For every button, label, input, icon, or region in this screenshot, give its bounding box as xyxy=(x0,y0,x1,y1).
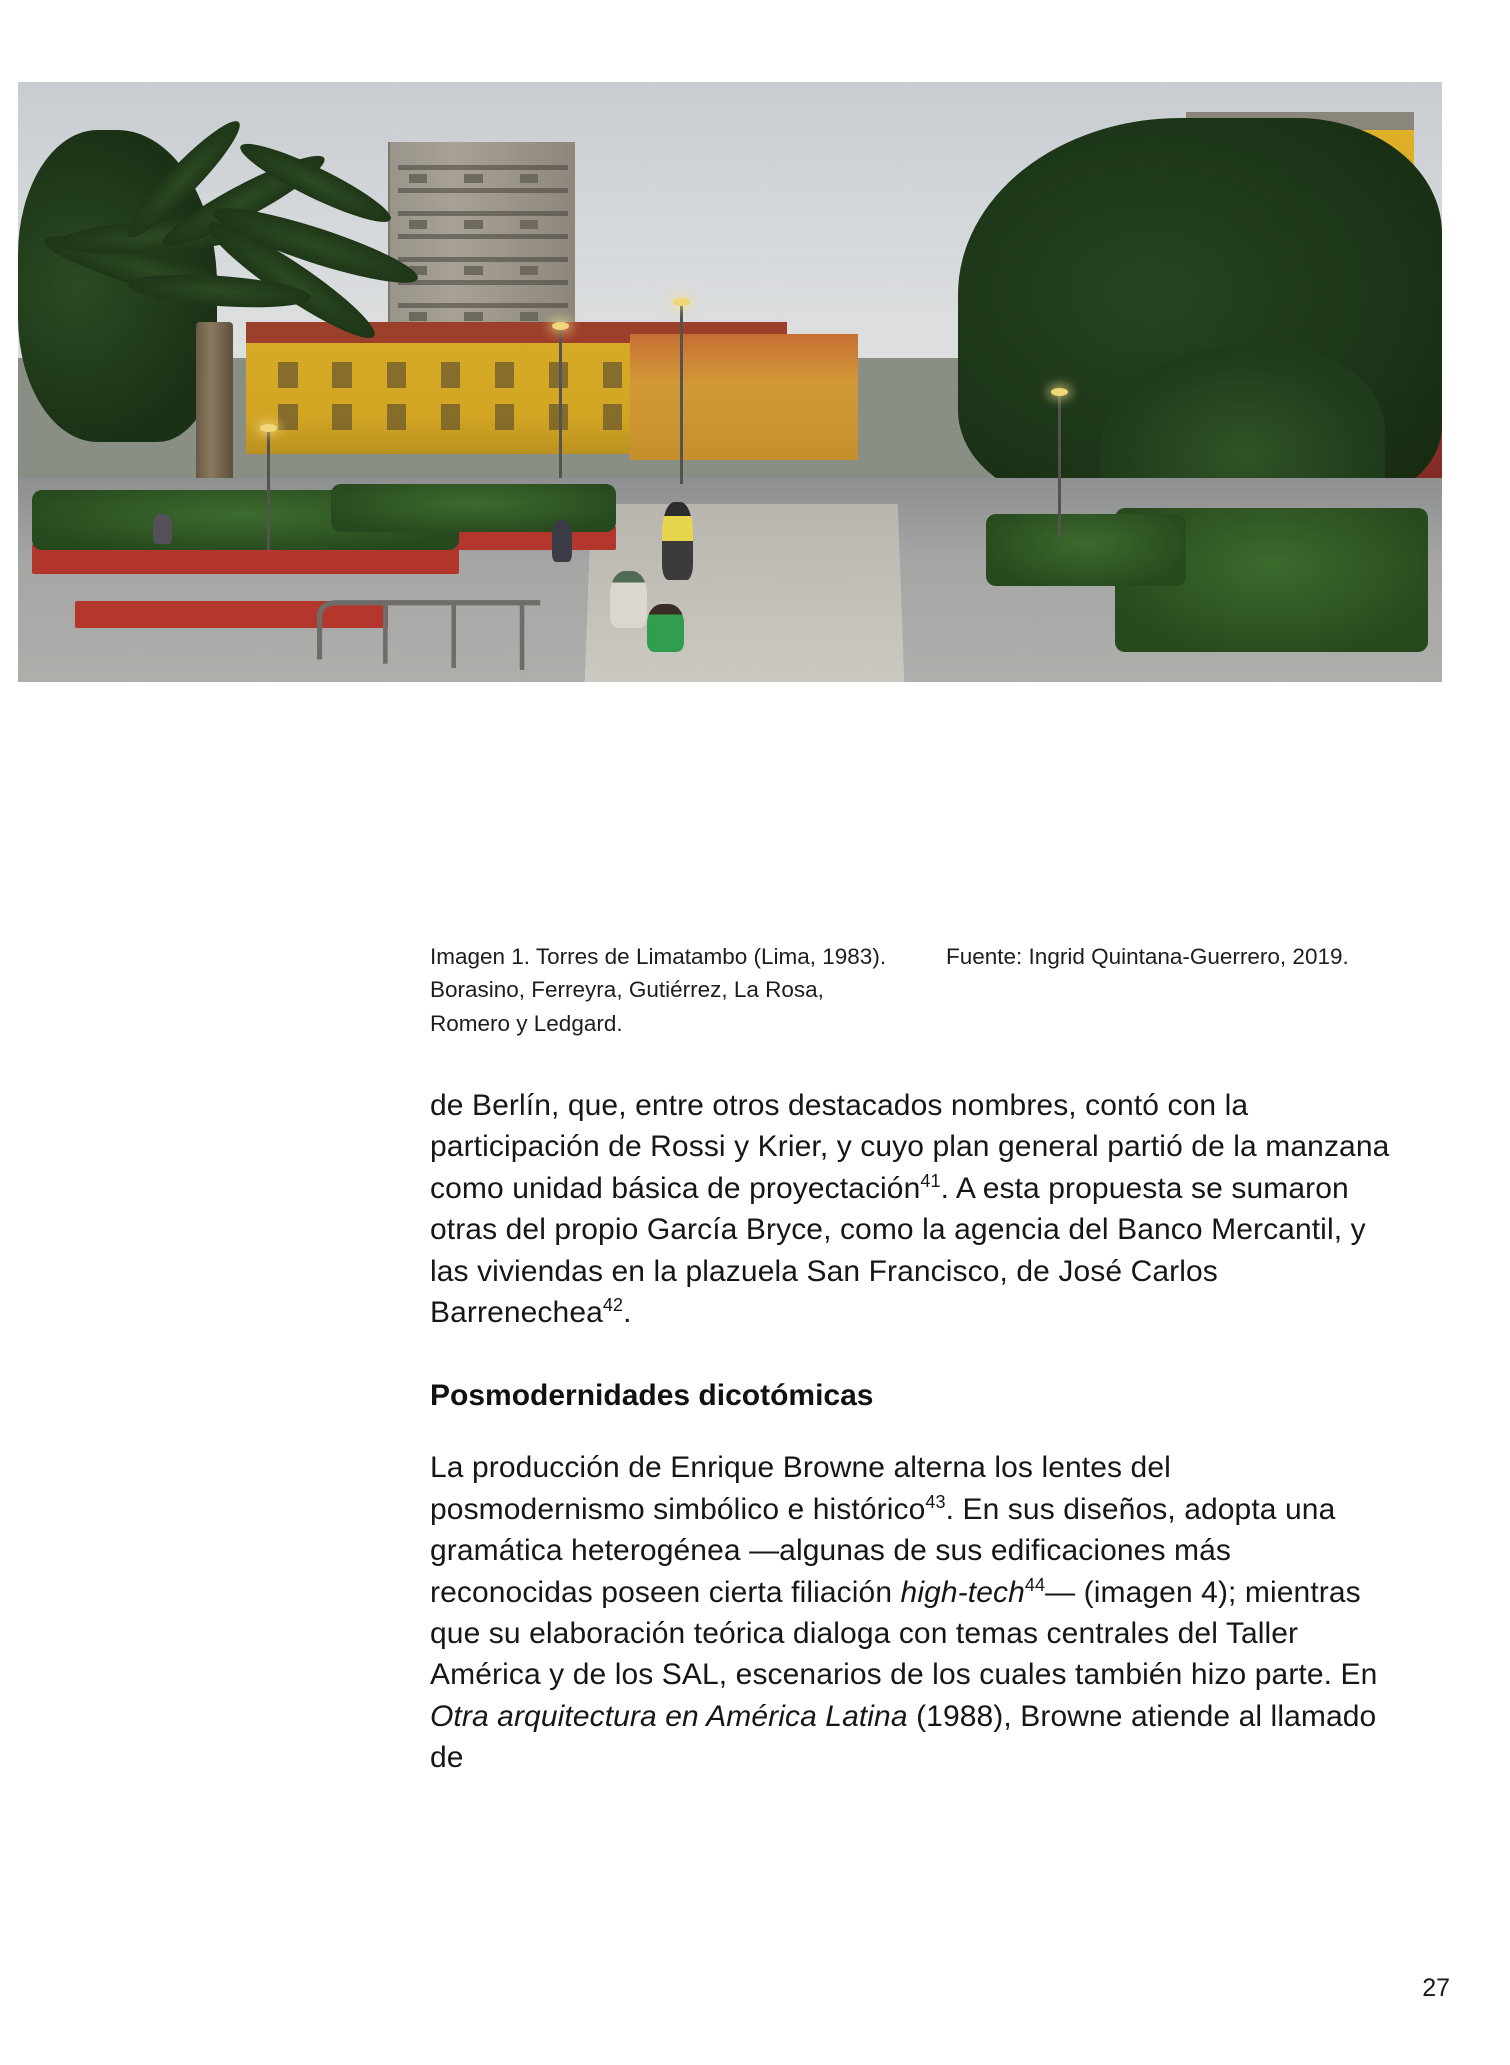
street-lamp-3 xyxy=(267,430,270,550)
paragraph-1 xyxy=(430,1085,1390,1333)
paragraph-1-text-b: . A esta propuesta se sumaron otras del propio García Bryce, como la agencia del Banco Mercantil, y las viviendas en la plazuela San Francisco, de José Carlos Barrenechea xyxy=(430,1171,1366,1329)
person-bench xyxy=(153,514,172,544)
section-heading: Posmodernidades dicotómicas xyxy=(430,1379,874,1413)
hedge-center xyxy=(331,484,616,532)
orange-building xyxy=(630,334,858,460)
paragraph-2-text-a: La producción de Enrique Browne alterna los lentes del posmodernismo simbólico e histórico xyxy=(430,1451,1171,1526)
figure-source: Fuente: Ingrid Quintana-Guerrero, 2019. xyxy=(946,944,1349,969)
person-standing-yellow xyxy=(662,502,693,580)
figure-image xyxy=(18,82,1442,682)
hedge-right-far xyxy=(986,514,1185,586)
page-number: 27 xyxy=(1422,1974,1450,2002)
body-text xyxy=(430,1085,1390,1778)
photo-scene xyxy=(18,82,1442,682)
street-lamp-4 xyxy=(1058,394,1061,538)
figure-captions xyxy=(430,940,1440,1040)
person-walking xyxy=(552,520,572,562)
paragraph-1-text-c: . xyxy=(623,1295,632,1329)
paragraph-1-text-a: de Berlín, que, entre otros destacados nombres, contó con la participación de Rossi y Krier, y cuyo plan general partió de la manzana como unidad básica de proyectación xyxy=(430,1089,1390,1205)
paragraph-2-text-b: . En sus diseños, adopta una gramática heterogénea —algunas de sus edificaciones más reconocidas poseen cierta filiación xyxy=(430,1492,1336,1609)
street-lamp-2 xyxy=(680,304,683,484)
footnote-ref-42: 42 xyxy=(602,1294,624,1315)
person-seated-green xyxy=(647,604,684,652)
street-lamp-1 xyxy=(559,328,562,478)
person-seated-white xyxy=(610,571,647,628)
footnote-ref-43: 43 xyxy=(925,1491,946,1512)
handrail xyxy=(317,586,545,670)
paragraph-2-text-d: (1988), Browne atiende al llamado de xyxy=(430,1699,1377,1775)
paragraph-2 xyxy=(430,1447,1390,1778)
paragraph-2-italic-book-title: Otra arquitectura en América Latina xyxy=(430,1699,908,1733)
figure-caption: Imagen 1. Torres de Limatambo (Lima, 1983). Borasino, Ferreyra, Gutiérrez, La Rosa, Romero y Ledgard. xyxy=(430,944,887,1036)
paragraph-2-italic-high-tech: high-tech xyxy=(900,1575,1025,1609)
footnote-ref-41: 41 xyxy=(920,1170,941,1191)
paragraph-2-text-c: — (imagen 4); mientras que su elaboración teórica dialoga con temas centrales del Taller América y de los SAL, escenarios de los cuales también hizo parte. En xyxy=(430,1575,1378,1692)
footnote-ref-44: 44 xyxy=(1024,1574,1046,1595)
